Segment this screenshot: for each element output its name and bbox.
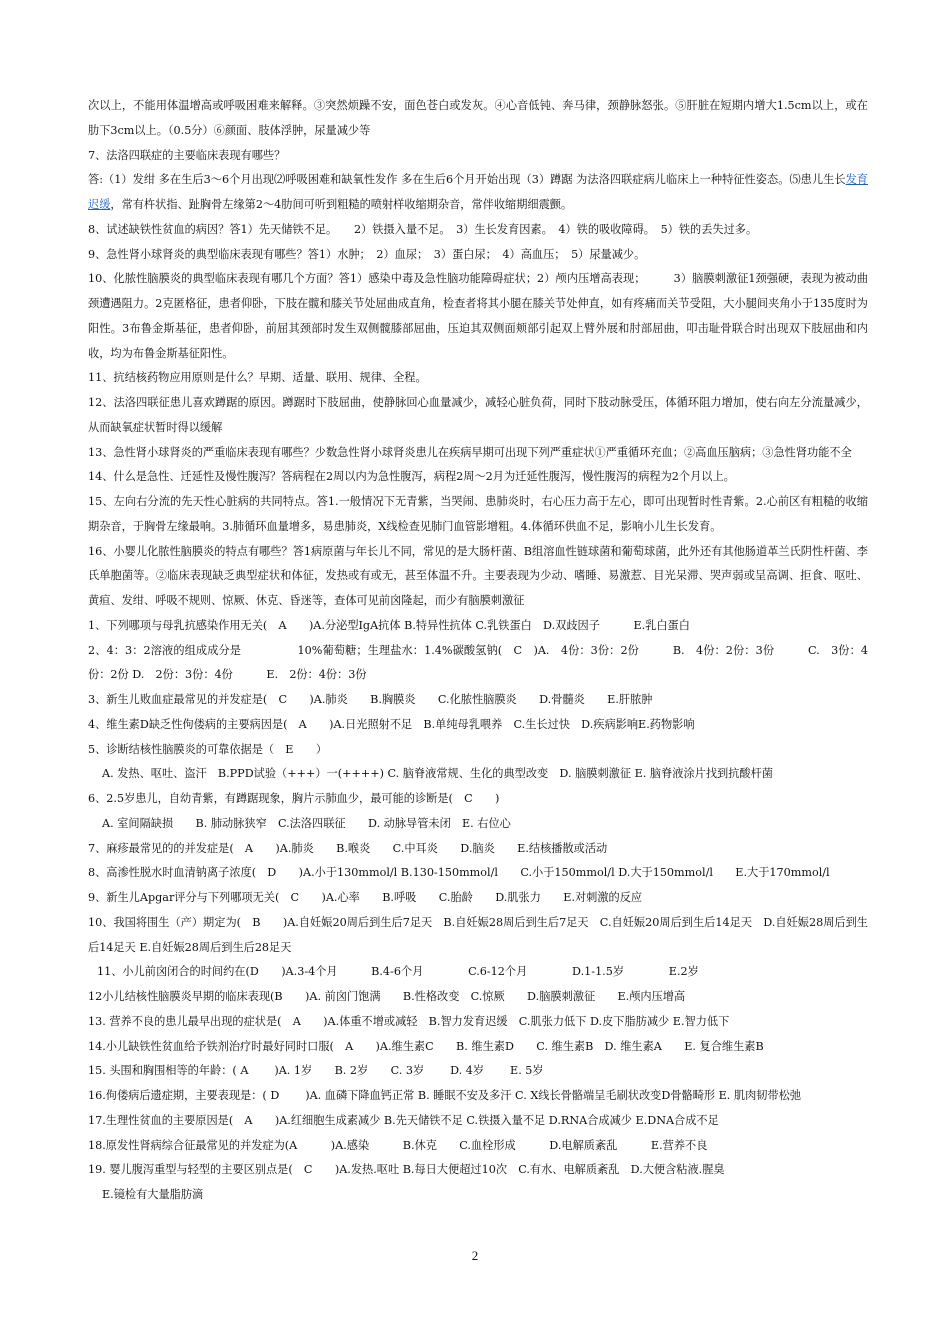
mcq-1: 1、下列哪项与母乳抗感染作用无关( A )A.分泌型IgA抗体 B.特异性抗体 C.乳铁蛋白 D.双歧因子 E.乳白蛋白 — [88, 618, 690, 632]
mcq-14: 14.小儿缺铁性贫血给予铁剂治疗时最好同时口服( A )A.维生素C B. 维生素D C. 维生素B D. 维生素A E. 复合维生素B — [88, 1039, 764, 1053]
document-page — [88, 94, 868, 1208]
answer-text-before-link: 答:（1）发绀 多在生后3～6个月出现⑵呼吸困难和缺氧性发作 多在生后6个月开始出现（3）蹲踞 为法洛四联症病儿临床上一种特征性姿态。⑸患儿生长 — [88, 173, 846, 187]
question-7-answer — [88, 168, 868, 218]
mcq-8: 8、高渗性脱水时血清钠离子浓度( D )A.小于130mmol/l B.130-150mmol/l C.小于150mmol/l D.大于150mmol/l E.大于170mmol/l — [88, 866, 830, 880]
mcq-6-options: A. 室间隔缺损 B. 肺动脉狭窄 C.法洛四联征 D. 动脉导管未闭 E. 右位心 — [102, 816, 511, 830]
question-12: 12、法洛四联征患儿喜欢蹲踞的原因。蹲踞时下肢屈曲，使静脉回心血量减少，减轻心脏负荷，同时下肢动脉受压，体循环阻力增加，使右向左分流量减少，从而缺氧症状暂时得以缓解 — [88, 396, 868, 434]
mcq-3: 3、新生儿败血症最常见的并发症是( C )A.肺炎 B.胸膜炎 C.化脓性脑膜炎 D.骨髓炎 E.肝脓肿 — [88, 693, 653, 706]
mcq-7: 7、麻疹最常见的的并发症是( A )A.肺炎 B.喉炎 C.中耳炎 D.脑炎 E.结核播散或活动 — [88, 841, 608, 855]
question-15: 15、左向右分流的先天性心脏病的共同特点。答1.一般情况下无青紫，当哭闹、患肺炎时，右心压力高于左心，即可出现暂时性青紫。2.心前区有粗糙的收缩期杂音，于胸骨左缘最响。3.肺循环血量增多，易患肺炎，X线检查见肺门血管影增粗。4.体循环供血不足，影响小儿生长发育。 — [88, 495, 868, 533]
mcq-12: 12小儿结核性脑膜炎早期的临床表现(B )A. 前囟门饱满 B.性格改变 C.惊厥 D.脑膜刺激征 E.颅内压增高 — [88, 990, 686, 1003]
mcq-19-option-e: E.镜检有大量脂肪滴 — [102, 1188, 204, 1201]
paragraph-heart-failure-criteria: 次以上，不能用体温增高或呼吸困难来解释。③突然烦躁不安，面色苍白或发灰。④心音低钝、奔马律，颈静脉怒张。⑤肝脏在短期内增大1.5cm以上，或在肋下3cm以上。（0.5分）⑥颜面、肢体浮肿，尿量减少等 — [88, 99, 868, 137]
question-7: 7、法洛四联症的主要临床表现有哪些？ — [88, 148, 286, 162]
question-8: 8、试述缺铁性贫血的病因？答1）先天储铁不足。 2）铁摄入量不足。 3）生长发育因素。 4）铁的吸收障碍。 5）铁的丢失过多。 — [88, 222, 758, 236]
hyperlink-growth-retardation[interactable]: 发育迟缓 — [88, 173, 868, 211]
mcq-2: 2、4：3：2溶液的组成成分是 10%葡萄糖；生理盐水：1.4%碳酸氢钠( C )A. 4份：3份：2份 B. 4份：2份：3份 C. 3份：4份：2份 D. 2份：3份：4份 E. 2份：4份：3份 — [88, 643, 868, 682]
mcq-13: 13. 营养不良的患儿最早出现的症状是( A )A.体重不增或减轻 B.智力发育迟缓 C.肌张力低下 D.皮下脂肪减少 E.智力低下 — [88, 1014, 730, 1028]
answer-text-after-link: ，常有杵状指、趾胸骨左缘第2～4肋间可听到粗糙的喷射样收缩期杂音，常伴收缩期细震颤。 — [110, 198, 573, 211]
mcq-4: 4、维生素D缺乏性佝偻病的主要病因是( A )A.日光照射不足 B.单纯母乳喂养 C.生长过快 D.疾病影响E.药物影响 — [88, 717, 695, 731]
question-10: 10、化脓性脑膜炎的典型临床表现有哪几个方面？答1）感染中毒及急性脑功能障碍症状；2）颅内压增高表现； 3）脑膜刺激征1颈强硬，表现为被动曲颈遭遇阻力。2克匿格征，患者仰卧，下肢在髋和膝关节处屈曲成直角，检查者将其小腿在膝关节处伸直，如有疼痛而关节受阻，大小腿间夹角小于135度时为阳性。3布鲁金斯基征，患者仰卧，前屈其颈部时发生双侧髋膝部屈曲，压迫其双侧面颊部引起双上臂外展和肘部屈曲，叩击耻骨联合时出现双下肢屈曲和内收，均为布鲁金斯基征阳性。 — [88, 272, 868, 360]
mcq-5-options: A. 发热、呕吐、盗汗 B.PPD试验（+++）一(++++) C. 脑脊液常规、生化的典型改变 D. 脑膜刺激征 E. 脑脊液涂片找到抗酸杆菌 — [102, 767, 773, 781]
page-number: 2 — [471, 1248, 479, 1263]
question-14: 14、什么是急性、迁延性及慢性腹泻？答病程在2周以内为急性腹泻，病程2周～2月为迁延性腹泻，慢性腹泻的病程为2个月以上。 — [88, 470, 735, 484]
mcq-10: 10、我国将围生（产）期定为( B )A.自妊娠20周后到生后7足天 B.自妊娠28周后到生后7足天 C.自妊娠20周后到生后14足天 D.自妊娠28周后到生后14足天 E.自妊娠28周后到生后28足天 — [88, 915, 868, 954]
mcq-5: 5、诊断结核性脑膜炎的可靠依据是（ E ） — [88, 742, 328, 756]
question-11: 11、抗结核药物应用原则是什么？早期、适量、联用、规律、全程。 — [88, 371, 427, 385]
question-16: 16、小婴儿化脓性脑膜炎的特点有哪些？答1病原菌与年长儿不同，常见的是大肠杆菌、B组溶血性链球菌和葡萄球菌，此外还有其他肠道革兰氏阴性杆菌、李氏单胞菌等。②临床表现缺乏典型症状和体征，发热或有或无，甚至体温不升。主要表现为少动、嗜睡、易激惹、目光呆滞、哭声弱或呈高调、拒食、呕吐、黄疸、发绀、呼吸不规则、惊厥、休克、昏迷等，查体可见前囟隆起，而少有脑膜刺激征 — [88, 544, 868, 607]
mcq-6: 6、2.5岁患儿，自幼青紫，有蹲踞现象，胸片示肺血少，最可能的诊断是( C ) — [88, 792, 500, 805]
mcq-17: 17.生理性贫血的主要原因是( A )A.红细胞生成素减少 B.先天储铁不足 C.铁摄入量不足 D.RNA合成减少 E.DNA合成不足 — [88, 1113, 719, 1127]
mcq-11: 11、小儿前囟闭合的时间约在(D )A.3-4个月 B.4-6个月 C.6-12个月 D.1-1.5岁 E.2岁 — [97, 965, 699, 979]
question-13: 13、急性肾小球肾炎的严重临床表现有哪些？少数急性肾小球肾炎患儿在疾病早期可出现下列严重症状①严重循环充血；②高血压脑病；③急性肾功能不全 — [88, 445, 852, 459]
mcq-15: 15. 头围和胸围相等的年龄：( A )A. 1岁 B. 2岁 C. 3岁 D. 4岁 E. 5岁 — [88, 1064, 544, 1078]
mcq-16: 16.佝偻病后遗症期，主要表现是：( D )A. 血磷下降血钙正常 B. 睡眠不安及多汗 C. X线长骨骼端呈毛刷状改变D骨骼畸形 E. 肌肉韧带松弛 — [88, 1089, 802, 1102]
question-9: 9、急性肾小球肾炎的典型临床表现有哪些？答1）水肿； 2）血尿； 3）蛋白尿； 4）高血压； 5）尿量减少。 — [88, 247, 646, 261]
mcq-19: 19. 婴儿腹泻重型与轻型的主要区别点是( C )A.发热.呕吐 B.每日大便超过10次 C.有水、电解质紊乱 D.大便含粘液.腥臭 — [88, 1163, 725, 1177]
mcq-9: 9、新生儿Apgar评分与下列哪项无关( C )A.心率 B.呼吸 C.胎龄 D.肌张力 E.对刺激的反应 — [88, 891, 643, 904]
mcq-18: 18.原发性肾病综合征最常见的并发症为(A )A.感染 B.休克 C.血栓形成 D.电解质紊乱 E.营养不良 — [88, 1138, 708, 1152]
